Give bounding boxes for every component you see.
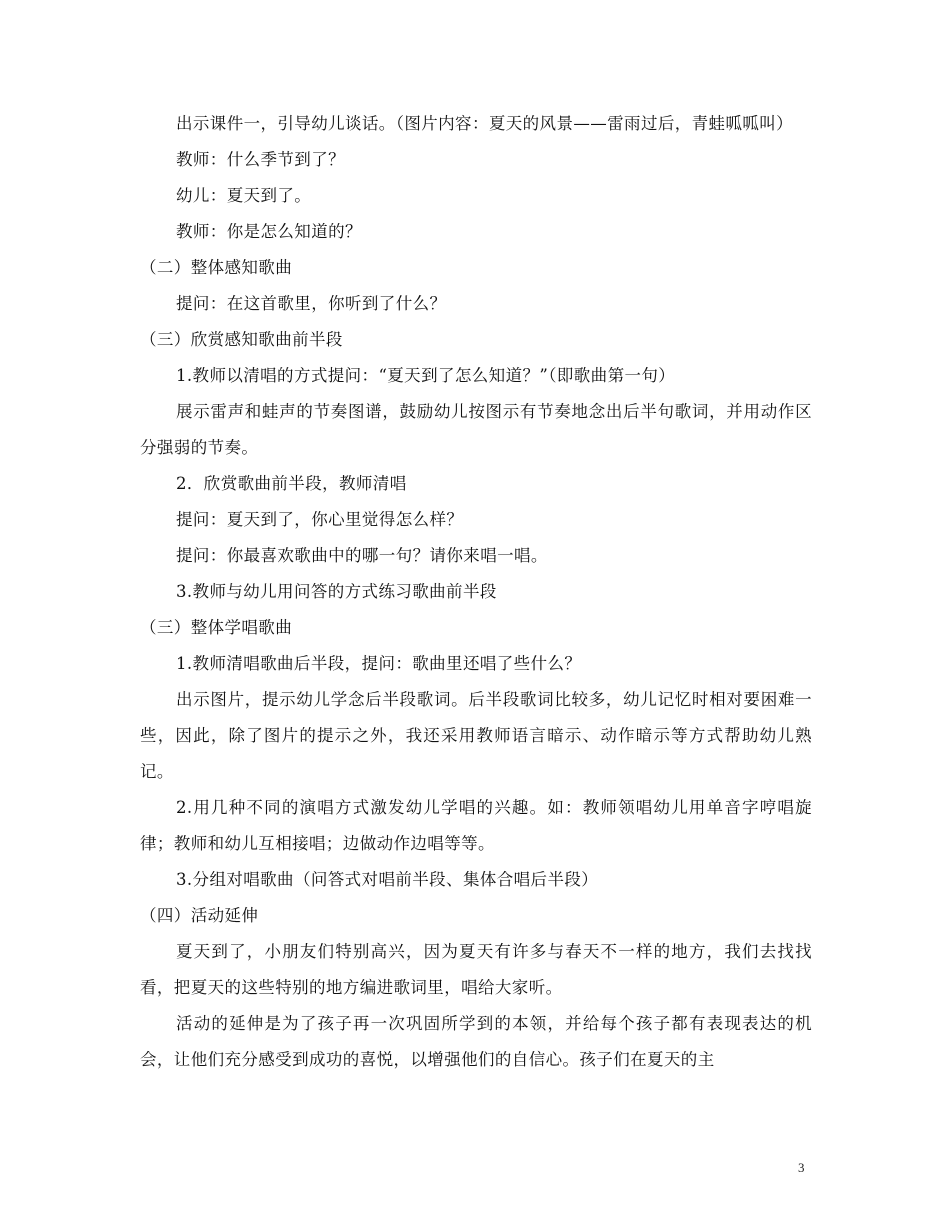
page-number: 3 bbox=[798, 1160, 805, 1175]
document-body bbox=[140, 106, 812, 1078]
paragraph-question-2: 提问：夏天到了，你心里觉得怎么样？ bbox=[176, 510, 464, 529]
paragraph-step-3: 3.教师与幼儿用问答的方式练习歌曲前半段 bbox=[176, 582, 497, 601]
section-heading-4: （四）活动延伸 bbox=[140, 906, 259, 925]
paragraph-extension-1: 夏天到了，小朋友们特别高兴，因为夏天有许多与春天不一样的地方，我们去找找看，把夏天的这些特别的地方编进歌词里，唱给大家听。 bbox=[140, 942, 812, 997]
paragraph-question-3: 提问：你最喜欢歌曲中的哪一句？请你来唱一唱。 bbox=[176, 546, 548, 565]
section-heading-2: （二）整体感知歌曲 bbox=[140, 258, 293, 277]
dialogue-teacher-1: 教师：什么季节到了？ bbox=[176, 150, 345, 169]
paragraph-pictures: 出示图片，提示幼儿学念后半段歌词。后半段歌词比较多，幼儿记忆时相对要困难一些，因此，除了图片的提示之外，我还采用教师语言暗示、动作暗示等方式帮助幼儿熟记。 bbox=[140, 690, 812, 781]
section-heading-3b: （三）整体学唱歌曲 bbox=[140, 618, 293, 637]
section-heading-3a: （三）欣赏感知歌曲前半段 bbox=[140, 330, 343, 349]
paragraph-sing-3: 3.分组对唱歌曲（问答式对唱前半段、集体合唱后半段） bbox=[176, 870, 599, 889]
dialogue-child-1: 幼儿：夏天到了。 bbox=[176, 186, 312, 205]
paragraph-step-2: 2．欣赏歌曲前半段，教师清唱 bbox=[176, 474, 407, 493]
paragraph-step-1: 1.教师以清唱的方式提问：“夏天到了怎么知道？”（即歌曲第一句） bbox=[176, 366, 676, 385]
paragraph-sing-1: 1.教师清唱歌曲后半段，提问：歌曲里还唱了些什么？ bbox=[176, 654, 582, 673]
paragraph-intro: 出示课件一，引导幼儿谈话。（图片内容：夏天的风景——雷雨过后，青蛙呱呱叫） bbox=[176, 114, 794, 133]
paragraph-question-1: 提问：在这首歌里，你听到了什么？ bbox=[176, 294, 447, 313]
paragraph-sing-2: 2.用几种不同的演唱方式激发幼儿学唱的兴趣。如：教师领唱幼儿用单音字哼唱旋律；教师和幼儿互相接唱；边做动作边唱等等。 bbox=[140, 798, 812, 853]
dialogue-teacher-2: 教师：你是怎么知道的？ bbox=[176, 222, 362, 241]
paragraph-rhythm: 展示雷声和蛙声的节奏图谱，鼓励幼儿按图示有节奏地念出后半句歌词，并用动作区分强弱的节奏。 bbox=[140, 402, 812, 457]
paragraph-extension-2: 活动的延伸是为了孩子再一次巩固所学到的本领，并给每个孩子都有表现表达的机会，让他们充分感受到成功的喜悦，以增强他们的自信心。孩子们在夏天的主 bbox=[140, 1014, 812, 1069]
